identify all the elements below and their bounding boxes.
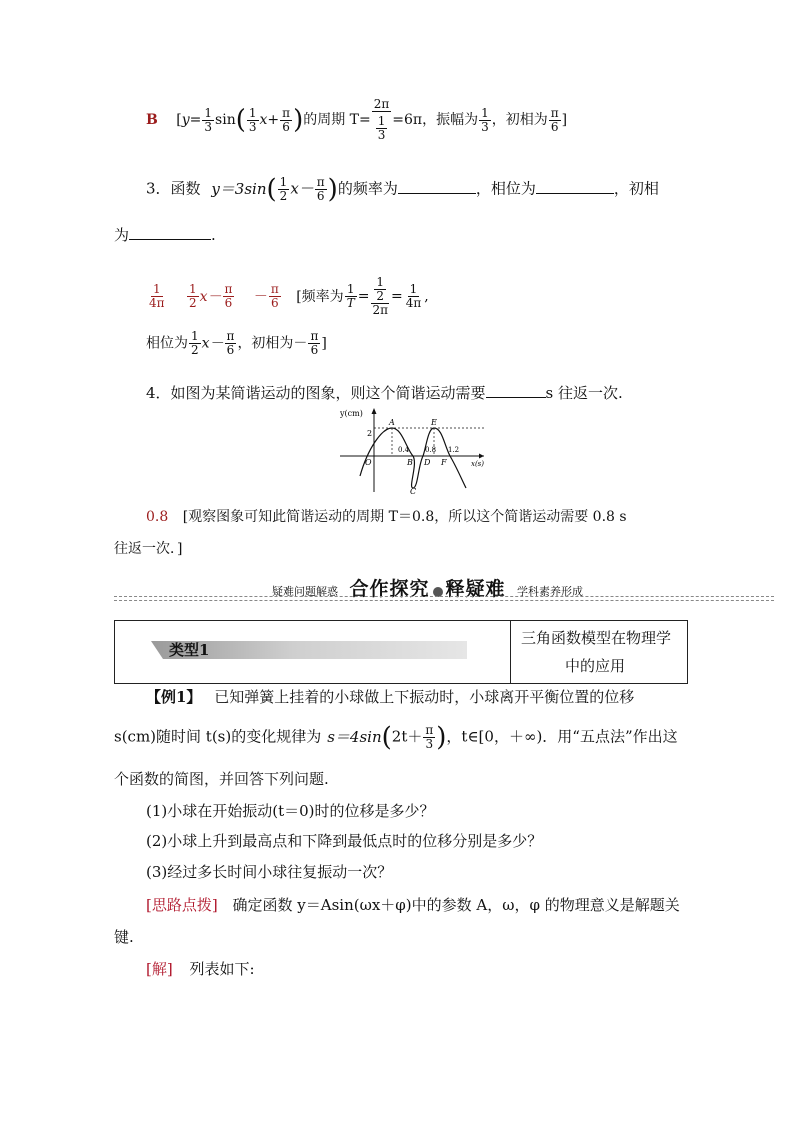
point-B: B <box>407 458 413 467</box>
fraction: $\frac{\pi}{6}$ <box>282 105 291 134</box>
tick-1.2: 1.2 <box>448 446 460 454</box>
type-label: 类型1 <box>169 641 210 659</box>
origin-label: O <box>365 458 372 467</box>
fraction: $\frac{\pi}{6}$ <box>550 105 559 134</box>
section-banner: 疑难问题解惑 合作探究 释疑难 学科素养形成 <box>272 578 584 600</box>
point-D: D <box>424 458 431 467</box>
answer-blank[interactable] <box>129 227 211 240</box>
type-title-line2: 中的应用 <box>565 657 626 675</box>
harmonic-motion-graph <box>338 404 488 496</box>
example-line2: s(cm)随时间 t(s)的变化规律为 s＝4sin(2t＋ $\frac{\pi}{3}$ )，t∈[0，＋∞)．用“五点法”作出这 <box>114 722 678 753</box>
sub-question-2: (2)小球上升到最高点和下降到最低点时的位移分别是多少？ <box>146 832 543 850</box>
hint-line2: 键. <box>114 928 134 946</box>
sub-question-3: (3)经过多长时间小球往复振动一次？ <box>146 863 393 881</box>
point-C: C <box>410 487 417 496</box>
question-3-cont: 为 . <box>114 226 216 244</box>
example-line3: 个函数的简图，并回答下列问题. <box>114 770 329 788</box>
tick-0.8: 0.8 <box>425 446 437 454</box>
y-tick: 2 <box>367 429 373 438</box>
fraction: $\frac{1}{3}$ <box>481 105 489 134</box>
y-axis-label: y(cm) <box>340 409 363 418</box>
x-axis-label: x(s) <box>471 460 485 468</box>
point-A: A <box>389 418 395 427</box>
q4-answer: 0.8 [观察图象可知此简谐运动的周期 T＝0.8，所以这个简谐运动需要 0.8 s <box>146 509 627 525</box>
sub-question-1: (1)小球在开始振动(t＝0)时的位移是多少？ <box>146 802 435 820</box>
example-line1: 【例1】 已知弹簧上挂着的小球做上下振动时，小球离开平衡位置的位移 <box>146 688 635 706</box>
point-F: F <box>441 458 447 467</box>
type-title-line1: 三角函数模型在物理学 <box>521 629 672 647</box>
hint-tag: [思路点拨] <box>146 896 218 914</box>
section-divider <box>114 600 774 601</box>
answer-blank[interactable] <box>486 385 546 398</box>
answer-fraction: $\frac{1}{4\pi}$ <box>149 282 165 310</box>
answer-letter: B <box>146 112 158 128</box>
answer-blank[interactable] <box>398 181 476 194</box>
compound-fraction: $\frac{2\pi}{\frac{1}{3}}$ <box>373 97 390 142</box>
q2-answer: B [y= $\frac{1}{3}$ sin( $\frac{1}{3}$ x+ $\frac{\pi}{6}$ )的周期 T= $\frac{2\pi}{\frac{1}{3}}$ =6π，振幅为 $\frac{1}{3}$ ，初相为 $\frac{\pi}{6}$ ] <box>146 97 568 142</box>
question-4: 4．如图为某简谐运动的图象，则这个简谐运动需要 s 往返一次. <box>146 384 623 402</box>
example-tag: 【例1】 <box>146 688 202 706</box>
hint-line1: [思路点拨] 确定函数 y＝Asin(ωx＋φ)中的参数 A，ω，φ 的物理意义是解题关 <box>146 896 680 914</box>
solution-tag: [解] <box>146 960 173 978</box>
answer-blank[interactable] <box>536 181 614 194</box>
fraction: $\frac{1}{3}$ <box>248 105 257 134</box>
q3-answer-line2: 相位为 $\frac{1}{2}$ x－ $\frac{\pi}{6}$ ，初相为－ $\frac{\pi}{6}$ ] <box>146 329 327 357</box>
fraction: $\frac{1}{3}$ <box>204 105 213 134</box>
tick-0.4: 0.4 <box>398 446 410 454</box>
solution-line: [解] 列表如下: <box>146 960 255 978</box>
q3-answer: $\frac{1}{4\pi}$ $\frac{1}{2}$ x－ $\frac{\pi}{6}$ － $\frac{\pi}{6}$ [频率为 $\frac{1}{T}$ = $\frac{\frac{1}{2}}{2\pi}$ = $\frac{1}{4\pi}$ , <box>149 275 429 317</box>
type-header-box <box>114 620 688 684</box>
sine-curve <box>360 428 466 488</box>
q4-answer-cont: 往返一次．] <box>114 541 183 557</box>
question-3: 3．函数 y＝3sin( $\frac{1}{2}$ x－ $\frac{\pi}{6}$ )的频率为 ，相位为 ，初相 <box>146 174 659 205</box>
answer-value: 0.8 <box>146 509 169 525</box>
point-E: E <box>431 418 437 427</box>
section-divider <box>114 596 774 597</box>
